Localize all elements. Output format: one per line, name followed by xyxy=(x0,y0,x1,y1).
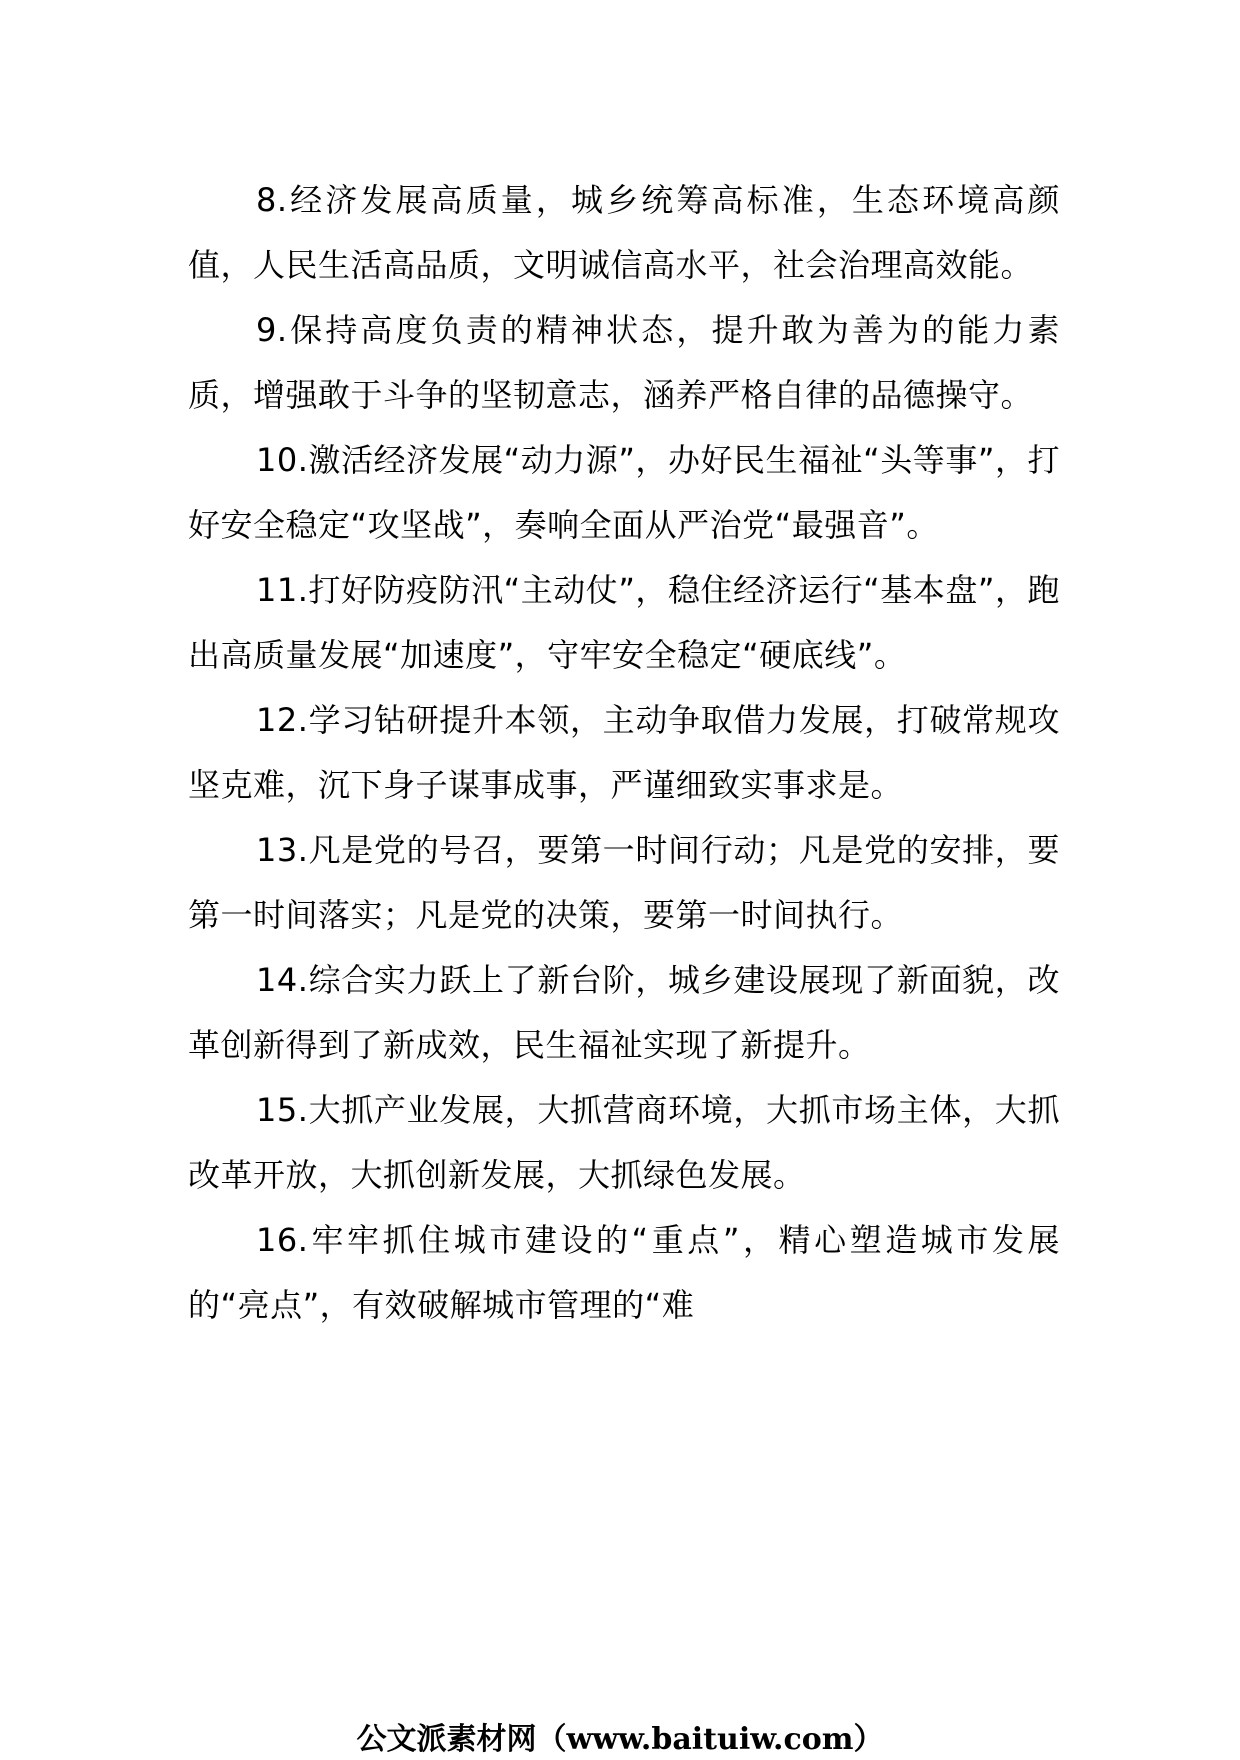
paragraph-8: 8.经济发展高质量，城乡统筹高标准，生态环境高颜值，人民生活高品质，文明诚信高水平，社会治理高效能。 xyxy=(188,181,1060,284)
paragraph-12: 12.学习钻研提升本领，主动争取借力发展，打破常规攻坚克难，沉下身子谋事成事，严谨细致实事求是。 xyxy=(188,701,1060,804)
page-footer: 公文派素材网（www.baituiw.com） xyxy=(356,1722,884,1757)
paragraph-14: 14.综合实力跃上了新台阶，城乡建设展现了新面貌，改革创新得到了新成效，民生福祉实现了新提升。 xyxy=(188,961,1060,1064)
document-body xyxy=(188,168,1060,1338)
paragraph-11: 11.打好防疫防汛“主动仗”，稳住经济运行“基本盘”，跑出高质量发展“加速度”，守牢安全稳定“硬底线”。 xyxy=(188,571,1060,674)
paragraph-15: 15.大抓产业发展，大抓营商环境，大抓市场主体，大抓改革开放，大抓创新发展，大抓绿色发展。 xyxy=(188,1091,1060,1194)
paragraph-13: 13.凡是党的号召，要第一时间行动；凡是党的安排，要第一时间落实；凡是党的决策，要第一时间执行。 xyxy=(188,831,1060,934)
paragraph-16: 16.牢牢抓住城市建设的“重点”，精心塑造城市发展的“亮点”，有效破解城市管理的“难 xyxy=(188,1221,1060,1324)
paragraph-10: 10.激活经济发展“动力源”，办好民生福祉“头等事”，打好安全稳定“攻坚战”，奏响全面从严治党“最强音”。 xyxy=(188,441,1060,544)
paragraph-9: 9.保持高度负责的精神状态，提升敢为善为的能力素质，增强敢于斗争的坚韧意志，涵养严格自律的品德操守。 xyxy=(188,311,1060,414)
